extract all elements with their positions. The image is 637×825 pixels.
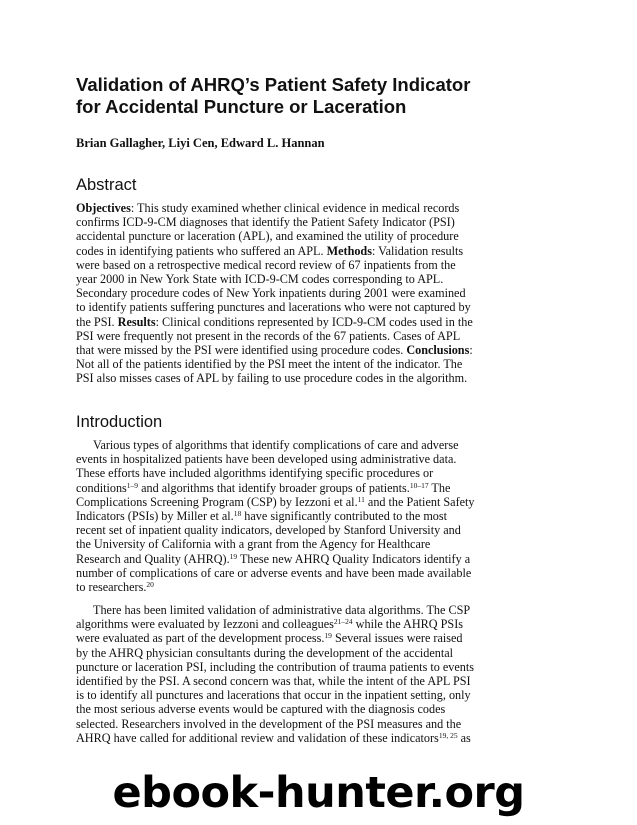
paragraph-line xyxy=(76,617,486,631)
paragraph-text: AHRQ have called for additional review and validation of these indicators xyxy=(76,730,439,745)
intro-paragraph-2 xyxy=(76,603,486,745)
abstract-line xyxy=(76,201,486,215)
citation: 19 xyxy=(324,631,332,641)
watermark: ebook-hunter.org xyxy=(112,768,525,818)
paragraph-line xyxy=(76,552,486,566)
abstract-text: codes in identifying patients who suffered an APL. xyxy=(76,243,327,258)
paragraph-line: There has been limited validation of administrative data algorithms. The CSP xyxy=(93,603,471,617)
paragraph-line xyxy=(76,580,486,594)
paragraph-line xyxy=(76,731,486,745)
citation: 1–9 xyxy=(126,480,139,490)
abstract-line: year 2000 in New York State with ICD-9-CM codes corresponding to APL. xyxy=(76,271,444,286)
paragraph-text: Complications Screening Program (CSP) by Iezzoni et al. xyxy=(76,494,358,509)
paragraph-line: puncture or laceration PSI, including the contribution of trauma patients to events xyxy=(76,659,475,674)
abstract-line: were based on a retrospective medical record review of 67 inpatients from the xyxy=(76,257,456,272)
paragraph-line: events in hospitalized patients have been developed using administrative data. xyxy=(76,452,457,467)
abstract-line xyxy=(76,244,486,258)
results-label: Results xyxy=(117,314,156,329)
abstract-line: accidental puncture or laceration (APL), and examined the utility of procedure xyxy=(76,229,459,244)
abstract-text: the PSI. xyxy=(76,314,118,329)
abstract-line: confirms ICD-9-CM diagnoses that identify the Patient Safety Indicator (PSI) xyxy=(76,215,455,230)
citation: 10–17 xyxy=(409,480,429,490)
abstract-line: Not all of the patients identified by the PSI meet the intent of the indicator. The xyxy=(76,357,463,372)
abstract-heading: Abstract xyxy=(76,176,137,194)
paragraph-text: The xyxy=(428,480,451,495)
methods-label: Methods xyxy=(326,243,372,258)
author-list: Brian Gallagher, Liyi Cen, Edward L. Hannan xyxy=(76,136,325,150)
introduction-heading: Introduction xyxy=(76,413,163,431)
paragraph-line: recent set of inpatient quality indicators, developed by Stanford University and xyxy=(76,523,461,538)
abstract-line xyxy=(76,343,486,357)
paragraph-text: while the AHRQ PSIs xyxy=(352,617,463,632)
citation: 19 xyxy=(229,551,238,561)
paragraph-line xyxy=(76,631,486,645)
paragraph-text: have significantly contributed to the most xyxy=(241,508,448,523)
paragraph-text: conditions xyxy=(76,480,127,495)
paragraph-line: by the AHRQ physician consultants during the development of the accidental xyxy=(76,645,454,660)
citation: 19, 25 xyxy=(438,730,458,740)
paragraph-line: the University of California with a grant from the Agency for Healthcare xyxy=(76,537,431,552)
paragraph-line xyxy=(76,495,486,509)
abstract-text: : Validation results xyxy=(371,243,464,258)
paragraph-text: Several issues were raised xyxy=(331,631,463,646)
title-line-2: for Accidental Puncture or Laceration xyxy=(76,96,407,117)
paragraph-line: These efforts have included algorithms identifying specific procedures or xyxy=(76,466,434,481)
abstract-line: PSI were frequently not present in the records of the 67 patients. Cases of APL xyxy=(76,328,461,343)
abstract-body xyxy=(76,201,486,385)
paragraph-line: identified by the PSI. A second concern was that, while the intent of the APL PSI xyxy=(76,673,471,688)
intro-paragraph-1 xyxy=(76,438,486,594)
paragraph-line: number of complications of care or adverse events and have been made available xyxy=(76,565,472,580)
paragraph-text: These new AHRQ Quality Indicators identify a xyxy=(237,551,471,566)
paragraph-line: Various types of algorithms that identify complications of care and adverse xyxy=(93,438,459,452)
abstract-text: : xyxy=(469,342,473,357)
paragraph-text: and the Patient Safety xyxy=(364,494,475,509)
abstract-line: to identify patients suffering punctures and lacerations who were not captured by xyxy=(76,300,471,315)
paragraph-text: as xyxy=(457,730,471,745)
paper-title xyxy=(76,74,536,118)
paragraph-line: is to identify all punctures and lacerations that occur in the inpatient setting, only xyxy=(76,688,471,703)
paragraph-line xyxy=(76,509,486,523)
paragraph-line: selected. Researchers involved in the development of the PSI measures and the xyxy=(76,716,462,731)
citation: 21–24 xyxy=(333,617,353,627)
conclusions-label: Conclusions xyxy=(406,342,470,357)
paragraph-line xyxy=(76,481,486,495)
paragraph-text: Research and Quality (AHRQ). xyxy=(76,551,230,566)
abstract-line: Secondary procedure codes of New York inpatients during 2001 were examined xyxy=(76,286,466,301)
paragraph-text: were evaluated as part of the development process. xyxy=(76,631,325,646)
abstract-text: : Clinical conditions represented by ICD-9-CM codes used in the xyxy=(155,314,473,329)
citation: 20 xyxy=(146,579,154,589)
title-line-1: Validation of AHRQ’s Patient Safety Indicator xyxy=(76,74,471,95)
citation: 11 xyxy=(357,494,365,504)
paragraph-text: Indicators (PSIs) by Miller et al. xyxy=(76,508,234,523)
abstract-line: PSI also misses cases of APL by failing to use procedure codes in the algorithm. xyxy=(76,371,468,386)
paragraph-text: to researchers. xyxy=(76,579,147,594)
citation: 18 xyxy=(233,508,242,518)
abstract-text: that were missed by the PSI were identified using procedure codes. xyxy=(76,342,407,357)
paragraph-text: algorithms were evaluated by Iezzoni and colleagues xyxy=(76,617,334,632)
abstract-text: : This study examined whether clinical evidence in medical records xyxy=(130,201,460,215)
abstract-line xyxy=(76,315,486,329)
paragraph-line: the most serious adverse events would be captured with the diagnosis codes xyxy=(76,702,446,717)
paragraph-text: and algorithms that identify broader groups of patients. xyxy=(138,480,410,495)
objectives-label: Objectives xyxy=(76,201,131,215)
